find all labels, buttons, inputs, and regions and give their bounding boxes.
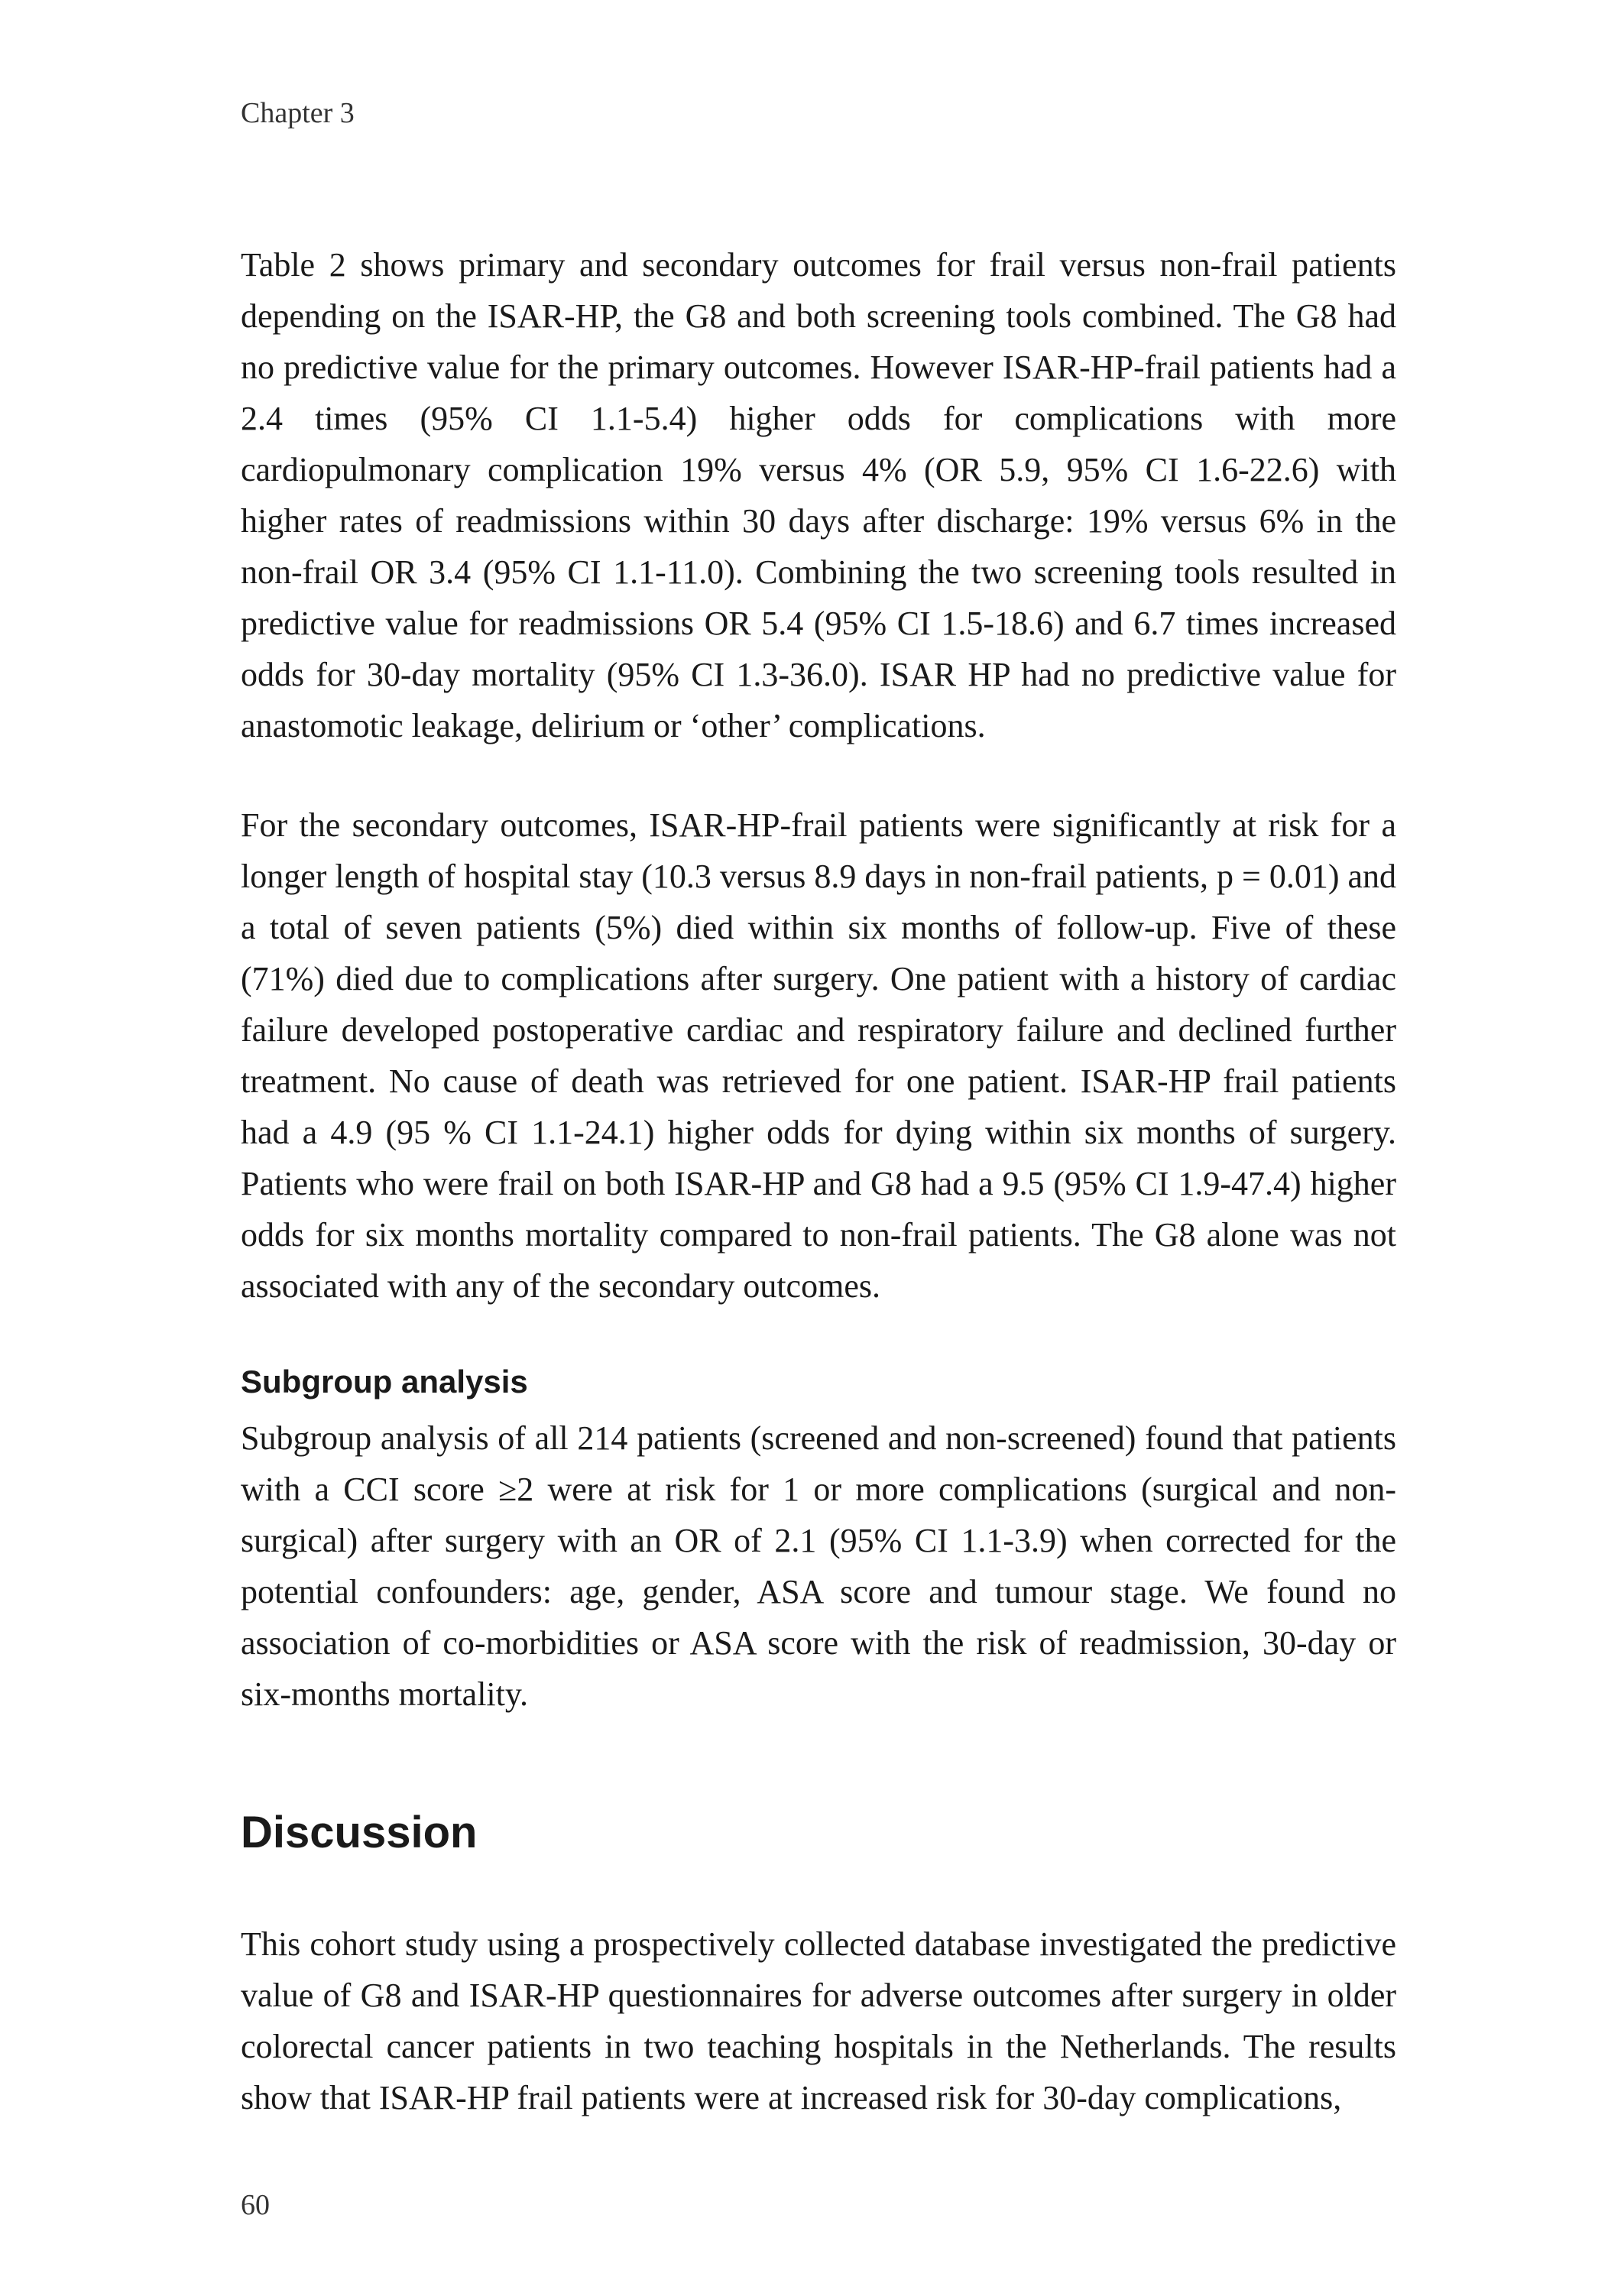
results-primary-paragraph: Table 2 shows primary and secondary outcomes for frail versus non-frail patients depending on the ISAR-HP, the G8 and both screening tools combined. The G8 had no predictive value for the primary outcomes. However ISAR-HP-frail patients had a 2.4 times (95% CI 1.1-5.4) higher odds for complications with more cardiopulmonary complication 19% versus 4% (OR 5.9, 95% CI 1.6-22.6) with higher rates of readmissions within 30 days after discharge: 19% versus 6% in the non-frail OR 3.4 (95% CI 1.1-11.0). Combining the two screening tools resulted in predictive value for readmissions OR 5.4 (95% CI 1.5-18.6) and 6.7 times increased odds for 30-day mortality (95% CI 1.3-36.0). ISAR HP had no predictive value for anastomotic leakage, delirium or ‘other’ complications. [241, 246, 1396, 744]
subgroup-analysis-heading: Subgroup analysis [241, 1364, 528, 1399]
page-number: 60 [241, 2189, 270, 2221]
running-header: Chapter 3 [241, 97, 355, 129]
subgroup-analysis-paragraph: Subgroup analysis of all 214 patients (screened and non-screened) found that patients with a CCI score ≥2 were at risk for 1 or more complications (surgical and non-surgical) after surgery with an OR of 2.1 (95% CI 1.1-3.9) when corrected for the potential confounders: age, gender, ASA score and tumour stage. We found no association of co-morbidities or ASA score with the risk of readmission, 30-day or six-months mortality. [241, 1419, 1396, 1713]
results-secondary-paragraph: For the secondary outcomes, ISAR-HP-frail patients were significantly at risk for a longer length of hospital stay (10.3 versus 8.9 days in non-frail patients, p = 0.01) and a total of seven patients (5%) died within six months of follow-up. Five of these (71%) died due to complications after surgery. One patient with a history of cardiac failure developed postoperative cardiac and respiratory failure and declined further treatment. No cause of death was retrieved for one patient. ISAR-HP frail patients had a 4.9 (95 % CI 1.1-24.1) higher odds for dying within six months of surgery. Patients who were frail on both ISAR-HP and G8 had a 9.5 (95% CI 1.9-47.4) higher odds for six months mortality compared to non-frail patients. The G8 alone was not associated with any of the secondary outcomes. [241, 806, 1396, 1305]
discussion-heading: Discussion [241, 1808, 478, 1857]
discussion-paragraph: This cohort study using a prospectively collected database investigated the predictive value of G8 and ISAR-HP questionnaires for adverse outcomes after surgery in older colorectal cancer patients in two teaching hospitals in the Netherlands. The results show that ISAR-HP frail patients were at increased risk for 30-day complications, [241, 1925, 1396, 2116]
